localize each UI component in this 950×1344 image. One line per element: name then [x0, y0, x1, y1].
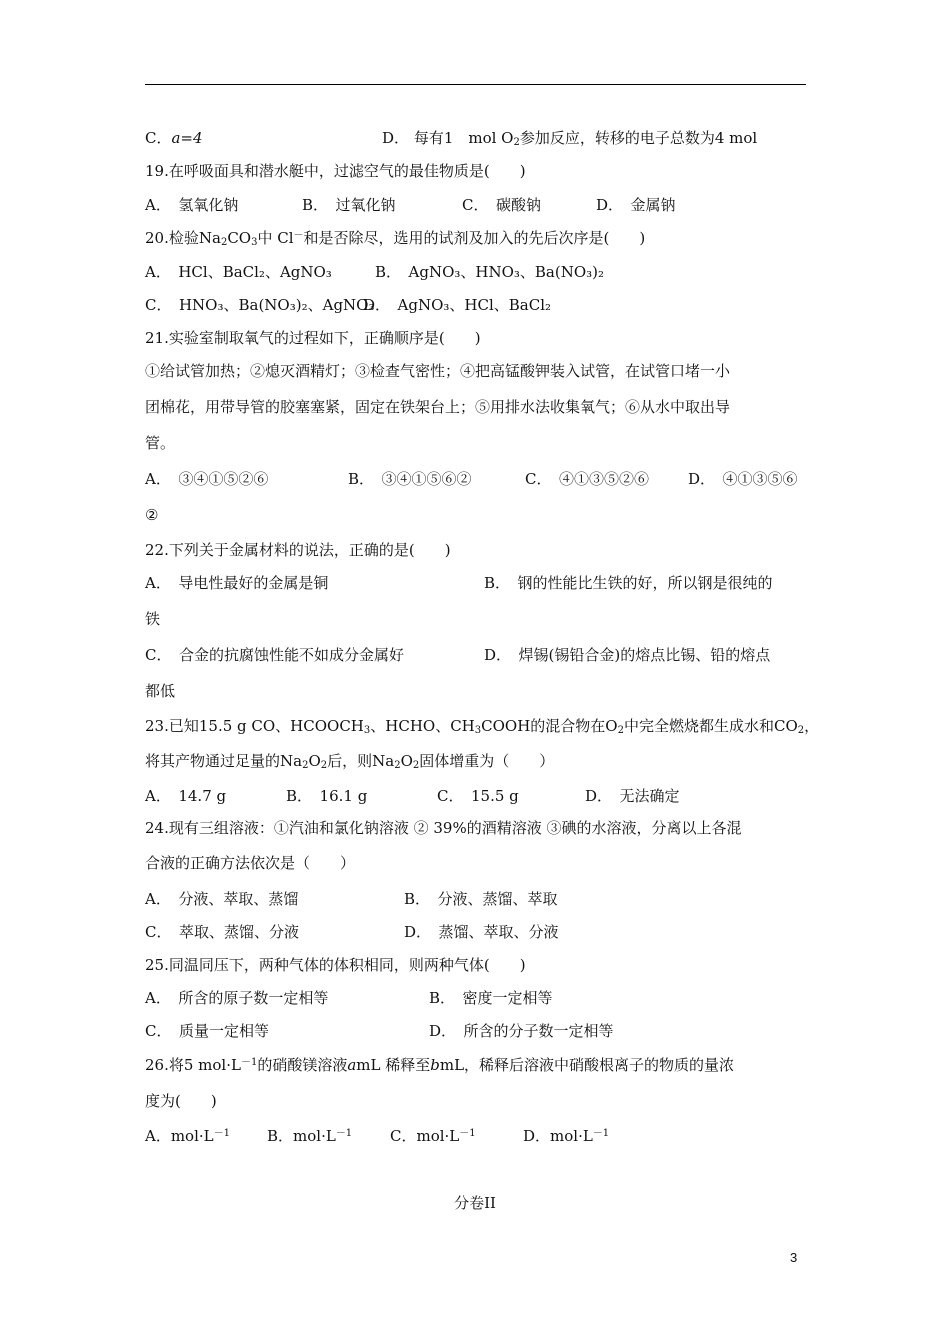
- q24-option-b: B． 分液、蒸馏、萃取: [404, 890, 558, 908]
- q23-option-b: B． 16.1 g: [286, 787, 368, 805]
- q20-stem: 20.检验$Na_2CO_3$中 Cl－和是否除尽，选用的试剂及加入的先后次序是( ): [145, 229, 646, 248]
- q26-option-b: B．$mol\cdot L^{-1}$: [267, 1127, 353, 1145]
- q20-option-d: D． AgNO₃、HCl、BaCl₂: [363, 296, 552, 314]
- q25-option-b: B． 密度一定相等: [429, 989, 553, 1007]
- q18-option-c: C．a=4: [145, 129, 203, 147]
- q24-option-d: D． 蒸馏、萃取、分液: [404, 923, 559, 941]
- q24-stem-line-1: 24.现有三组溶液：①汽油和氯化钠溶液 ② 39%的酒精溶液 ③碘的水溶液，分离以上各混: [145, 819, 742, 837]
- q19-option-b: B． 过氧化钠: [302, 196, 396, 214]
- q24-option-a: A． 分液、萃取、蒸馏: [145, 890, 299, 908]
- q24-stem-line-2: 合液的正确方法依次是（ ）: [145, 854, 356, 872]
- q21-option-d: D． ④①③⑤⑥: [688, 470, 798, 488]
- q26-option-c: C．$mol\cdot L^{-1}$: [390, 1127, 476, 1145]
- q25-stem: 25.同温同压下，两种气体的体积相同，则两种气体( ): [145, 956, 526, 974]
- q25-option-c: C． 质量一定相等: [145, 1022, 269, 1040]
- q23-stem-line-1: 23.已知15.5 g CO、$HCOOCH_3$、HCHO、$CH_3COOH$的混合物在$O_2$中完全燃烧都生成水和$CO_2$，: [145, 717, 820, 736]
- q21-option-a: A． ③④①⑤②⑥: [145, 470, 269, 488]
- section-title: 分卷II: [454, 1194, 496, 1212]
- header-rule: [145, 84, 806, 85]
- q19-option-a: A． 氢氧化钠: [145, 196, 239, 214]
- q20-option-c: C． HNO₃、Ba(NO₃)₂、AgNO₃: [145, 296, 375, 314]
- q22-option-b-wrap: 铁: [145, 610, 161, 628]
- q21-text-line-2: 团棉花，用带导管的胶塞塞紧，固定在铁架台上；⑤用排水法收集氧气；⑥从水中取出导: [145, 398, 731, 416]
- q26-option-d: D．$mol\cdot L^{-1}$: [523, 1127, 610, 1145]
- q19-option-d: D． 金属钠: [596, 196, 676, 214]
- q19-option-c: C． 碳酸钠: [462, 196, 541, 214]
- q26-stem-line-1: 26.将5 $mol\cdot L^{-1}$的硝酸镁溶液amL 稀释至bmL，稀释后溶液中硝酸根离子的物质的量浓: [145, 1056, 735, 1074]
- q21-option-b: B． ③④①⑤⑥②: [348, 470, 472, 488]
- q22-option-d: D． 焊锡(锡铅合金)的熔点比锡、铅的熔点: [484, 646, 771, 664]
- q22-option-d-wrap: 都低: [145, 682, 176, 700]
- q22-stem: 22.下列关于金属材料的说法，正确的是( ): [145, 541, 451, 559]
- q26-stem-line-2: 度为( ): [145, 1092, 217, 1110]
- q23-option-d: D． 无法确定: [585, 787, 680, 805]
- q18-option-d: D． 每有1 mol $O_2$参加反应，转移的电子总数为4 mol: [382, 129, 758, 148]
- q22-option-a: A． 导电性最好的金属是铜: [145, 574, 329, 592]
- q20-option-a: A． HCl、BaCl₂、AgNO₃: [145, 263, 332, 281]
- q23-option-a: A． 14.7 g: [145, 787, 227, 805]
- q24-option-c: C． 萃取、蒸馏、分液: [145, 923, 299, 941]
- q25-option-a: A． 所含的原子数一定相等: [145, 989, 329, 1007]
- q20-option-b: B． AgNO₃、HNO₃、Ba(NO₃)₂: [375, 263, 605, 281]
- page-number: 3: [790, 1250, 798, 1265]
- q21-stem: 21.实验室制取氧气的过程如下，正确顺序是( ): [145, 329, 481, 347]
- q22-option-b: B． 钢的性能比生铁的好，所以钢是很纯的: [484, 574, 773, 592]
- q25-option-d: D． 所含的分子数一定相等: [429, 1022, 614, 1040]
- q21-text-line-3: 管。: [145, 434, 176, 452]
- q26-option-a: A．$mol\cdot L^{-1}$: [145, 1127, 230, 1145]
- q21-option-d-wrap: ②: [145, 506, 159, 524]
- q22-option-c: C． 合金的抗腐蚀性能不如成分金属好: [145, 646, 404, 664]
- q21-option-c: C． ④①③⑤②⑥: [525, 470, 649, 488]
- q21-text-line-1: ①给试管加热；②熄灭酒精灯；③检查气密性；④把高锰酸钾装入试管，在试管口堵一小: [145, 362, 731, 380]
- q23-stem-line-2: 将其产物通过足量的$Na_2O_2$后，则$Na_2O_2$固体增重为（ ）: [145, 752, 555, 771]
- q23-option-c: C． 15.5 g: [437, 787, 519, 805]
- q19-stem: 19.在呼吸面具和潜水艇中，过滤空气的最佳物质是( ): [145, 162, 526, 180]
